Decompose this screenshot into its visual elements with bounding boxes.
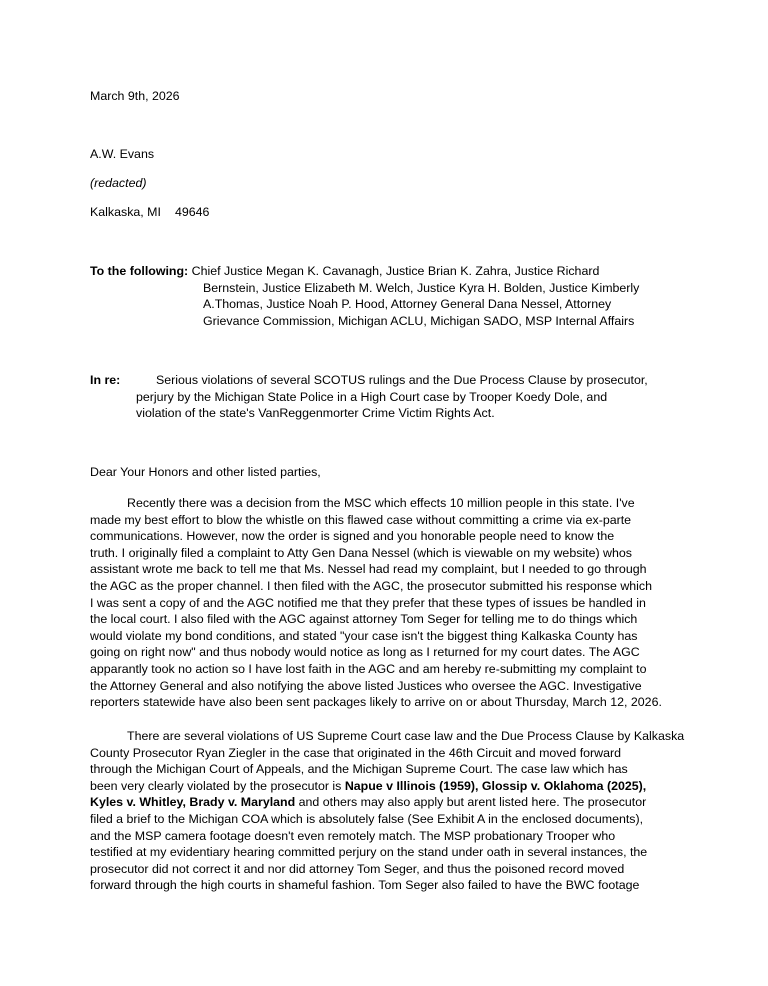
letter-date: March 9th, 2026 [90,89,180,103]
recipients-line-2: Bernstein, Justice Elizabeth M. Welch, Justice Kyra H. Bolden, Justice Kimberly [203,280,640,295]
paragraph-line: Recently there was a decision from the MSC which effects 10 million people in this state. I've [127,496,635,510]
sender-name: A.W. Evans [90,147,155,161]
paragraph-line: I was sent a copy of and the AGC notified me that they prefer that these types of issues be handled in [90,595,646,610]
paragraph-line: forward through the high courts in shameful fashion. Tom Seger also failed to have the BWC footage [90,878,640,893]
paragraph-line: prosecutor did not correct it and nor did attorney Tom Seger, and thus the poisoned record moved [90,861,625,876]
subject-label: In re: [90,373,121,387]
sender-address-redacted: (redacted) [90,176,147,190]
paragraph-line: through the Michigan Court of Appeals, and the Michigan Supreme Court. The case law which has [90,762,628,777]
recipients-line-3: A.Thomas, Justice Noah P. Hood, Attorney General Dana Nessel, Attorney [203,297,612,312]
recipients-line-1: To the following: Chief Justice Megan K. Cavanagh, Justice Brian K. Zahra, Justice Richard [90,264,600,278]
case-citations-bold: Napue v Illinois (1959), Glossip v. Oklahoma (2025), [344,778,647,793]
sender-city-line [90,204,209,221]
paragraph-line: communications. However, now the order is signed and you honorable people need to know the [90,529,615,544]
salutation: Dear Your Honors and other listed parties, [90,465,321,479]
paragraph-line: made my best effort to blow the whistle on this flawed case without committing a crime via ex-parte [90,512,632,527]
case-citations-bold: Kyles v. Whitley, Brady v. Maryland [90,795,296,810]
paragraph-1 [90,495,690,711]
recipients-line-4: Grievance Commission, Michigan ACLU, Michigan SADO, MSP Internal Affairs [203,313,635,328]
paragraph-line: the local court. I also filed with the AGC against attorney Tom Seger for telling me to do things which [90,612,638,627]
paragraph-line: There are several violations of US Supreme Court case law and the Due Process Clause by Kalkaska [127,729,685,743]
paragraph-line: reporters statewide have also been sent packages likely to arrive on or about Thursday, March 12, 2026. [90,695,662,710]
paragraph-line: County Prosecutor Ryan Ziegler in the case that originated in the 46th Circuit and moved forward [90,745,622,760]
paragraph-line: assistant wrote me back to tell me that Ms. Nessel had read my complaint, but I needed to go through [90,562,647,577]
paragraph-line: filed a brief to the Michigan COA which is absolutely false (See Exhibit A in the enclosed documents), [90,811,644,826]
paragraph-line: and the MSP camera footage doesn't even remotely match. The MSP probationary Trooper who [90,828,616,843]
paragraph-line: testified at my evidentiary hearing committed perjury on the stand under oath in several instances, the [90,845,648,860]
paragraph-line: been very clearly violated by the prosecutor is Napue v Illinois (1959), Glossip v. Oklahoma (2025), [90,778,647,793]
paragraph-line: the AGC as the proper channel. I then filed with the AGC, the prosecutor submitted his response which [90,578,653,593]
subject-line-1: In re: Serious violations of several SCOTUS rulings and the Due Process Clause by prosecutor, [90,373,648,387]
recipients-label: To the following: [90,264,189,278]
paragraph-line: apparantly took no action so I have lost faith in the AGC and am hereby re-submitting my complaint to [90,661,647,676]
recipients-block [90,263,690,329]
subject-line-2: perjury by the Michigan State Police in a High Court case by Trooper Koedy Dole, and [136,389,608,404]
paragraph-line: going on right now" and thus nobody would notice as long as I returned for my court dates. The AGC [90,645,640,660]
subject-block [90,372,690,422]
paragraph-line: truth. I originally filed a complaint to Atty Gen Dana Nessel (which is viewable on my website) whos [90,545,632,560]
paragraph-line: Kyles v. Whitley, Brady v. Maryland and others may also apply but arent listed here. The prosecutor [90,795,647,810]
subject-line-3: violation of the state's VanReggenmorter Crime Victim Rights Act. [136,406,495,421]
sender-zip: 49646 [174,205,210,219]
paragraph-2 [90,728,690,894]
sender-city: Kalkaska, MI [90,205,161,219]
paragraph-line: the Attorney General and also notifying the above listed Justices who oversee the AGC. Investigative [90,678,642,693]
paragraph-line: would violate my bond conditions, and stated "your case isn't the biggest thing Kalkaska County has [90,628,638,643]
